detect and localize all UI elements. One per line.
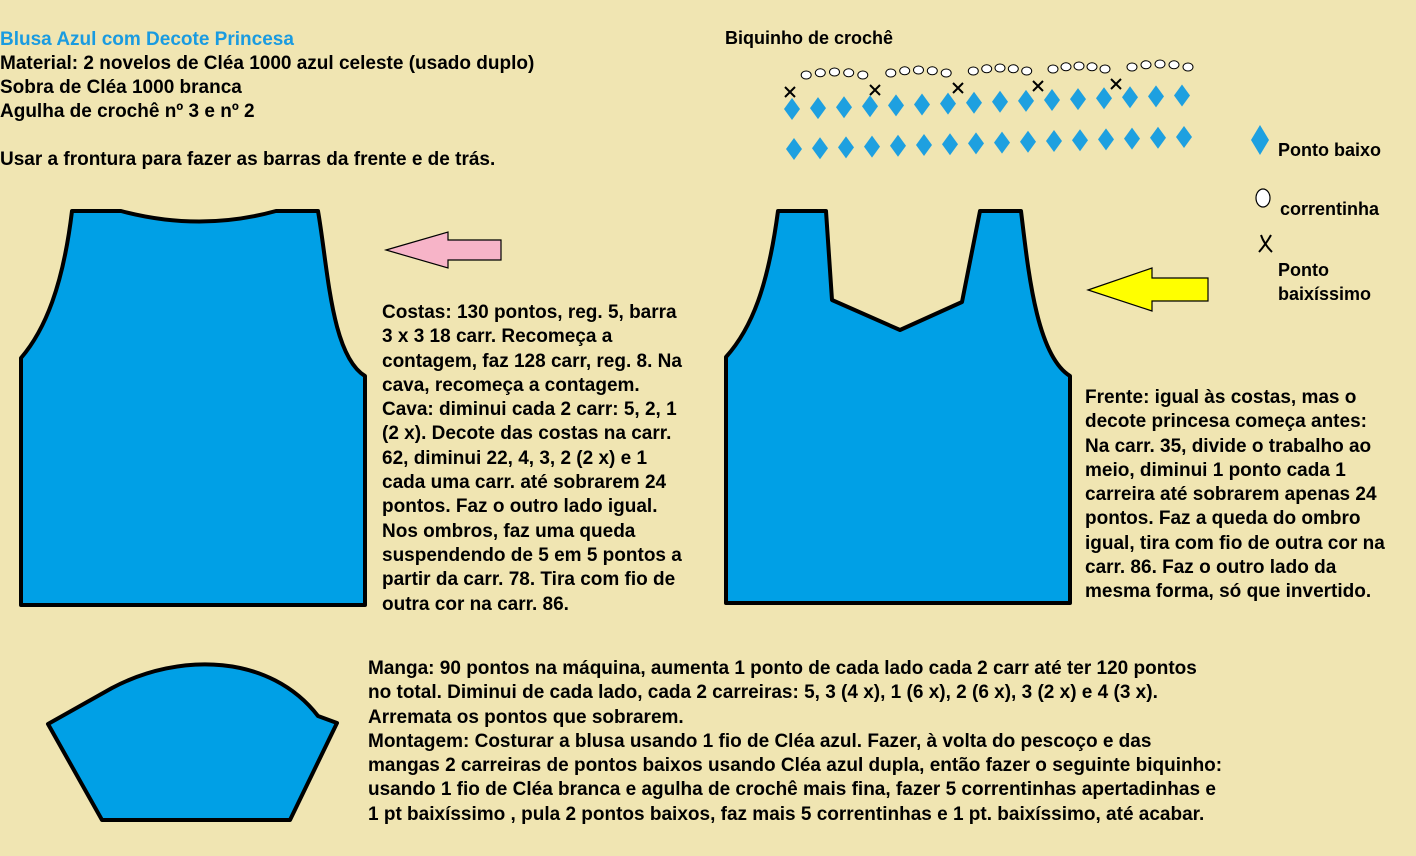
edging-chain-4-1 <box>1141 61 1151 69</box>
legend-correntinha-label: correntinha <box>1280 199 1380 219</box>
correntinha-icon <box>1256 189 1270 207</box>
edging-chain-0-0 <box>801 71 811 79</box>
front-piece-shape <box>726 211 1070 603</box>
edging-diamond-r2-13 <box>1124 128 1140 150</box>
edging-chain-2-1 <box>982 65 992 73</box>
pink-arrow-icon <box>386 232 501 268</box>
edging-diamond-r2-1 <box>812 137 828 159</box>
edging-chain-4-0 <box>1127 63 1137 71</box>
edging-chain-loops <box>801 60 1193 79</box>
edging-chain-2-4 <box>1022 67 1032 75</box>
sleeve-shape <box>48 664 337 820</box>
edging-chain-0-2 <box>830 68 840 76</box>
edging-diamond-r1-12 <box>1096 87 1112 109</box>
costas-instructions: Costas: 130 pontos, reg. 5, barra 3 x 3 18 carr. Recomeça a contagem, faz 128 carr, reg. 8. Na cava, recomeça a contagem. Cava: diminui cada 2 carr: 5, 2, 1 (2 x). Decote das costas na carr. 62, diminui 22, 4, 3, 2 (2 x) e 1 cada uma carr. até sobrarem 24 pontos. Faz o outro lado igual. Nos ombros, faz uma queda suspendendo de 5 em 5 pontos a partir da carr. 78. Tira com fio de outra cor na carr. 86. <box>382 302 682 615</box>
edging-diamond-r2-15 <box>1176 126 1192 148</box>
instruction-note: Usar a frontura para fazer as barras da frente e de trás. <box>0 149 496 170</box>
edging-diamond-r2-11 <box>1072 129 1088 151</box>
edging-diamond-rows <box>784 85 1192 161</box>
edging-diamond-r1-5 <box>914 94 930 116</box>
edging-diamond-r2-9 <box>1020 131 1036 153</box>
edging-cross-3 <box>1033 81 1043 91</box>
edging-diamond-r1-9 <box>1018 90 1034 112</box>
edging-diamond-r1-7 <box>966 92 982 114</box>
edging-diamond-r2-12 <box>1098 128 1114 150</box>
edging-diamond-r1-15 <box>1174 85 1190 107</box>
ponto-baixo-icon <box>1251 125 1269 155</box>
edging-diamond-r2-7 <box>968 132 984 154</box>
edging-chain-2-0 <box>968 67 978 75</box>
legend-ponto-baixissimo-label: Ponto baixíssimo <box>1278 260 1372 304</box>
edging-chain-1-3 <box>927 67 937 75</box>
manga-instructions: Manga: 90 pontos na máquina, aumenta 1 ponto de cada lado cada 2 carr até ter 120 pontos no total. Diminui de cada lado, cada 2 carreiras: 5, 3 (4 x), 1 (6 x), 2 (6 x), 3 (2 x) e 4 (3 x). Arremata os pontos que sobrarem. Montagem: Costurar a blusa usando 1 fio de Cléa azul. Fazer, à volta do pescoço e das mangas 2 carreiras de pontos baixos usando Cléa azul dupla, então fazer o seguinte biquinho: usando 1 fio de Cléa branca e agulha de crochê mais fina, fazer 5 correntinhas apertadinhas e 1 pt baixíssimo , pula 2 pontos baixos, faz mais 5 correntinhas e 1 pt. baixíssimo, até acabar. <box>368 658 1223 825</box>
edging-chain-1-2 <box>914 66 924 74</box>
edging-chain-3-0 <box>1048 65 1058 73</box>
material-line-1: Material: 2 novelos de Cléa 1000 azul celeste (usado duplo) <box>0 53 535 74</box>
edging-cross-0 <box>785 87 795 97</box>
edging-chain-0-4 <box>858 71 868 79</box>
edging-diamond-r1-8 <box>992 91 1008 113</box>
edging-diamond-r2-2 <box>838 136 854 158</box>
edging-diamond-r2-14 <box>1150 127 1166 149</box>
edging-diamond-r2-0 <box>786 138 802 160</box>
edging-diamond-r2-10 <box>1046 130 1062 152</box>
material-line-3: Agulha de crochê nº 3 e nº 2 <box>0 101 255 122</box>
edging-chain-4-4 <box>1183 63 1193 71</box>
edging-chain-4-2 <box>1155 60 1165 68</box>
edging-chain-0-3 <box>844 69 854 77</box>
edging-chain-0-1 <box>815 69 825 77</box>
ponto-baixissimo-icon <box>1259 235 1272 252</box>
edging-diamond-r1-2 <box>836 96 852 118</box>
legend-ponto-baixo-label: Ponto baixo <box>1278 140 1381 160</box>
edging-chain-3-4 <box>1100 65 1110 73</box>
edging-diamond-r2-5 <box>916 134 932 156</box>
edging-diamond-r2-8 <box>994 132 1010 154</box>
edging-diamond-r2-4 <box>890 135 906 157</box>
edging-cross-4 <box>1111 79 1121 89</box>
edging-chain-2-2 <box>995 64 1005 72</box>
edging-diamond-r1-4 <box>888 94 904 116</box>
material-line-2: Sobra de Cléa 1000 branca <box>0 77 242 98</box>
edging-diamond-r1-13 <box>1122 86 1138 108</box>
edging-chain-3-2 <box>1074 62 1084 70</box>
edging-chain-1-1 <box>900 67 910 75</box>
edging-chain-1-0 <box>886 69 896 77</box>
edging-diamond-r1-6 <box>940 93 956 115</box>
edging-diamond-r1-14 <box>1148 85 1164 107</box>
edging-diamond-r1-10 <box>1044 89 1060 111</box>
edging-cross-1 <box>870 85 880 95</box>
edging-diamond-r1-1 <box>810 97 826 119</box>
page-title: Blusa Azul com Decote Princesa <box>0 29 294 50</box>
edging-chain-4-3 <box>1169 61 1179 69</box>
edging-title: Biquinho de crochê <box>725 28 894 48</box>
edging-chain-3-1 <box>1061 63 1071 71</box>
edging-chain-1-4 <box>941 69 951 77</box>
yellow-arrow-icon <box>1088 268 1208 311</box>
back-piece-shape <box>21 211 365 605</box>
edging-diamond-r1-3 <box>862 95 878 117</box>
edging-diamond-r1-11 <box>1070 88 1086 110</box>
edging-chain-2-3 <box>1008 65 1018 73</box>
frente-instructions: Frente: igual às costas, mas o decote princesa começa antes: Na carr. 35, divide o trabalho ao meio, diminui 1 ponto cada 1 carreira até sobrarem apenas 24 pontos. Faz a queda do ombro igual, tira com fio de outra cor na carr. 86. Faz o outro lado da mesma forma, só que invertido. <box>1085 387 1385 603</box>
edging-chain-3-3 <box>1087 63 1097 71</box>
edging-diamond-r1-0 <box>784 98 800 120</box>
edging-diamond-r2-6 <box>942 133 958 155</box>
edging-cross-2 <box>953 83 963 93</box>
edging-slip-stitches <box>785 79 1121 97</box>
edging-diamond-r2-3 <box>864 136 880 158</box>
